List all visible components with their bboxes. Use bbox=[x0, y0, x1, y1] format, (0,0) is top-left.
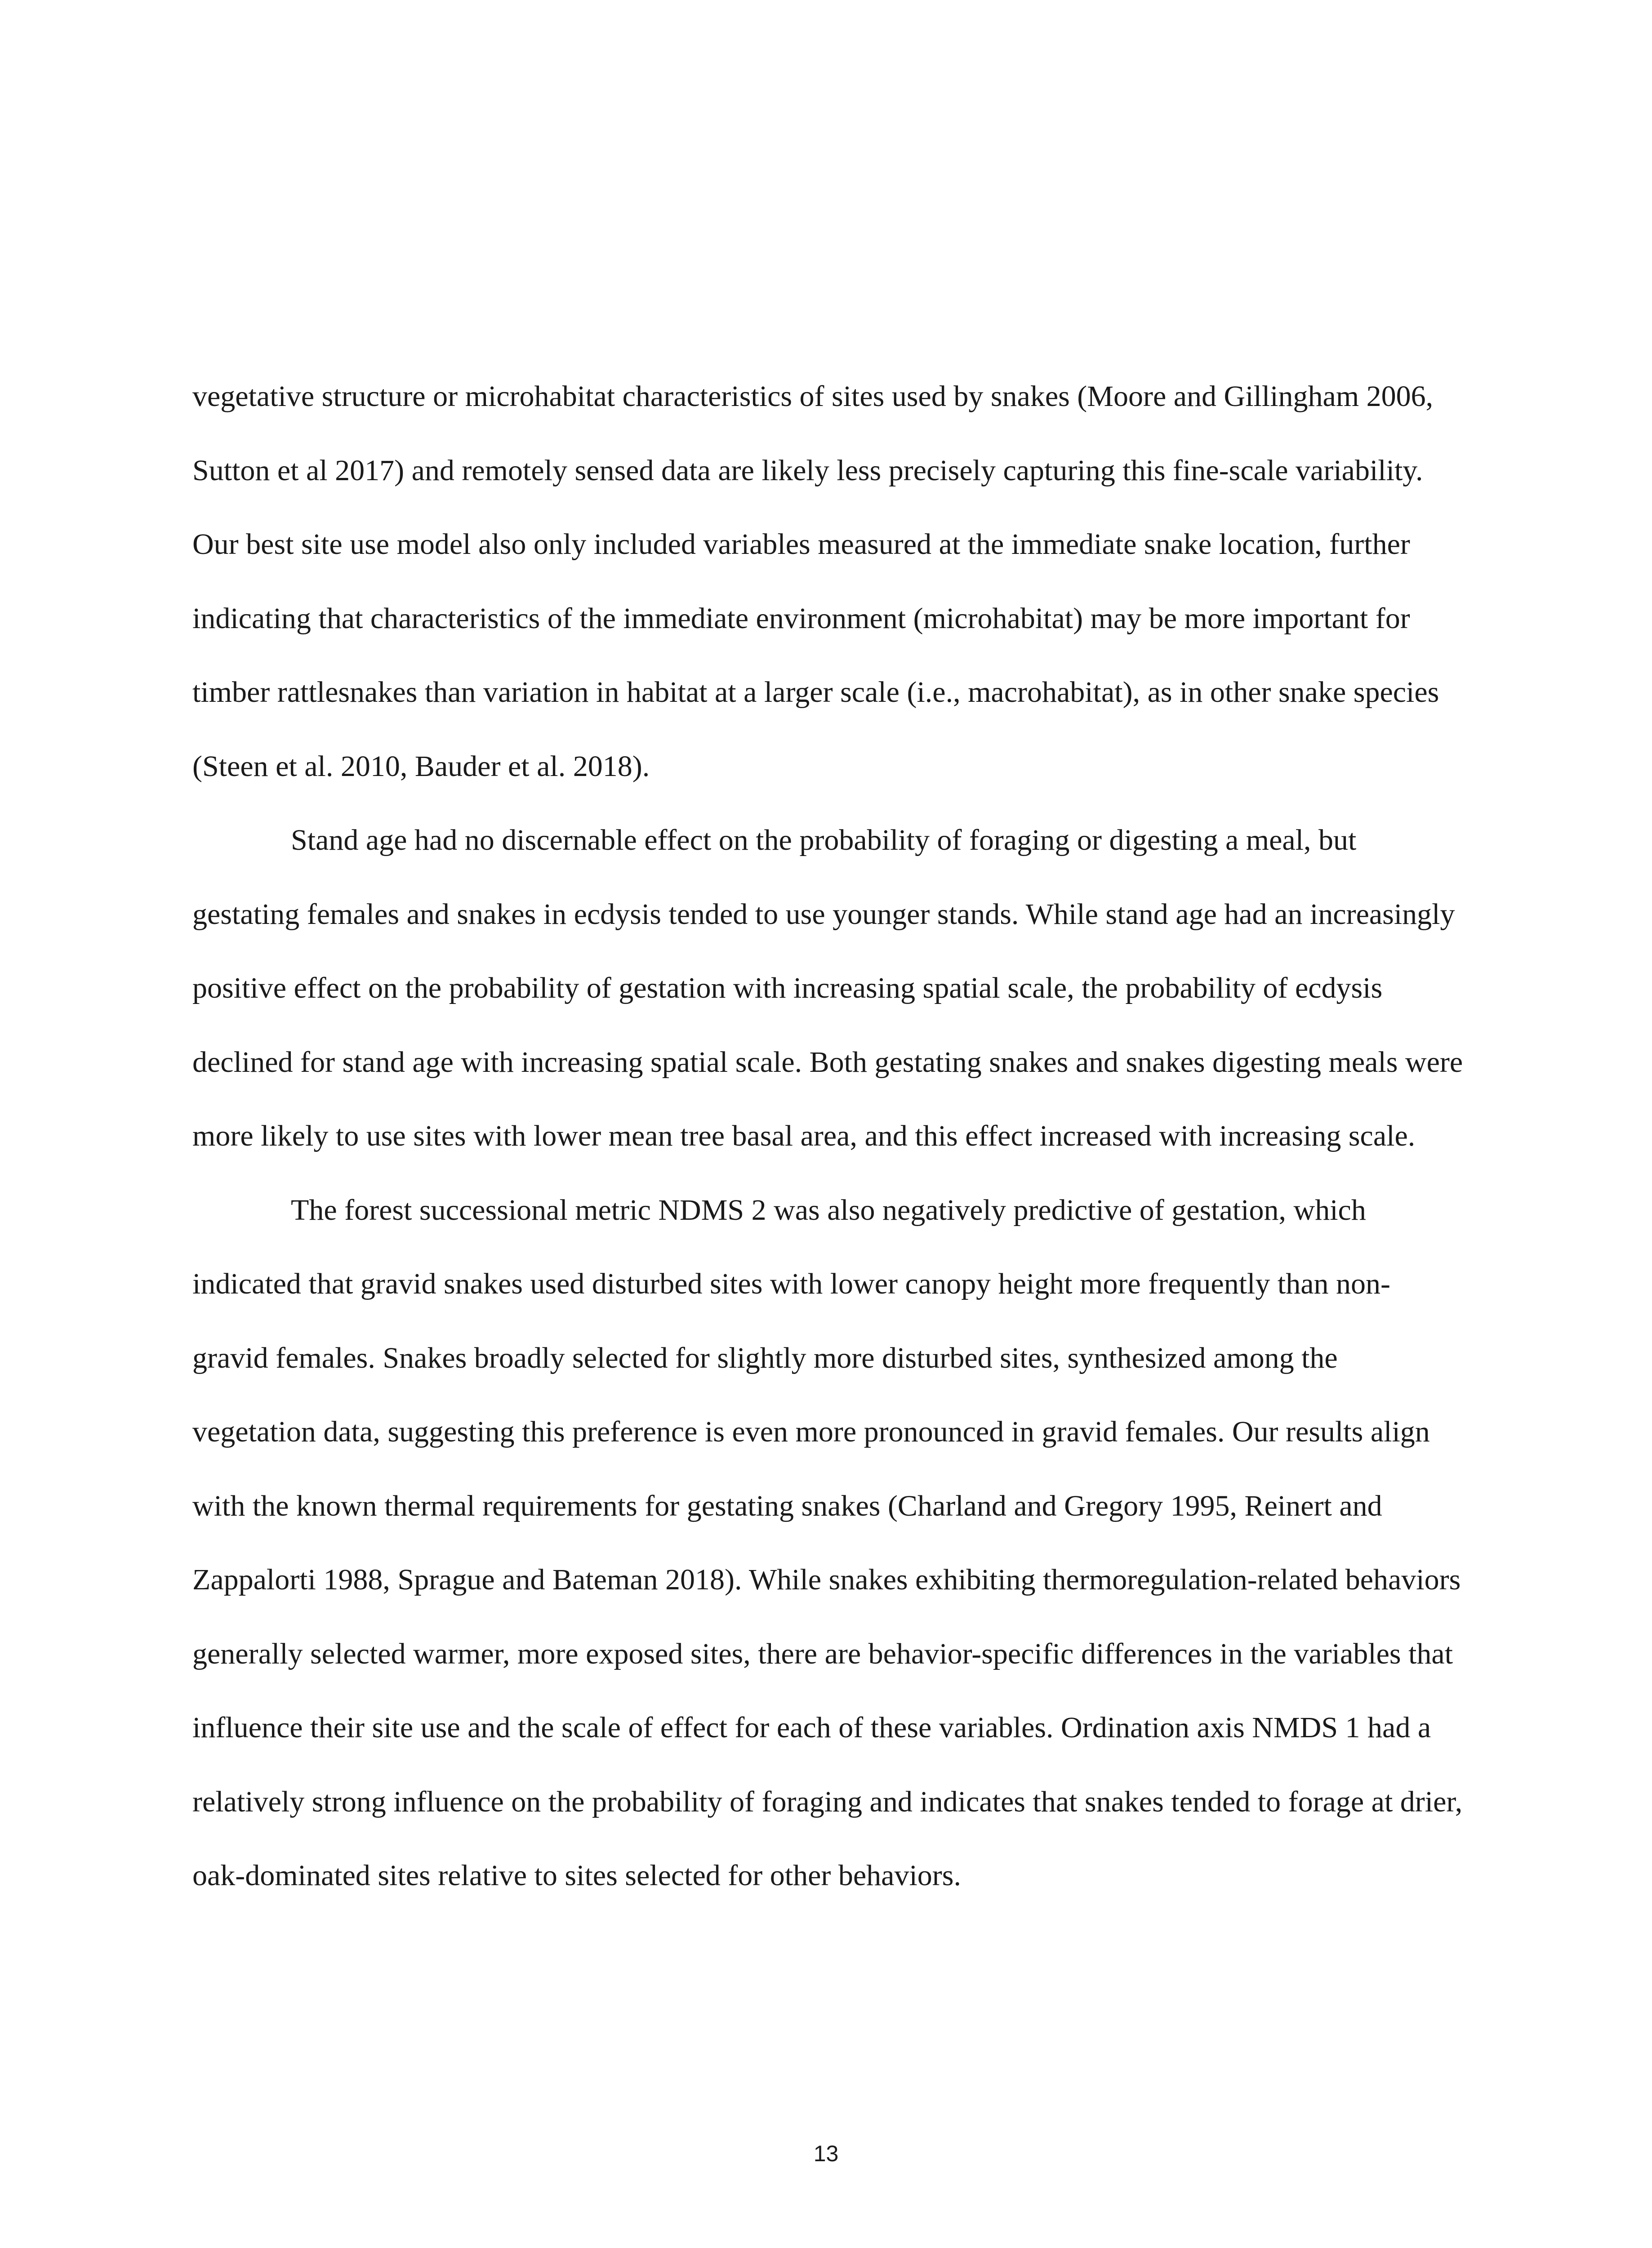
body-text bbox=[192, 360, 1465, 1913]
page-number: 13 bbox=[813, 2141, 839, 2166]
paragraph-continuation: vegetative structure or microhabitat characteristics of sites used by snakes (Moore and Gillingham 2006, Sutton et al 2017) and remotely sensed data are likely less precisely capturing this fine-scale variability. Our best site use model also only included variables measured at the immediate snake location, further indicating that characteristics of the immediate environment (microhabitat) may be more important for timber rattlesnakes than variation in habitat at a larger scale (i.e., macrohabitat), as in other snake species (Steen et al. 2010, Bauder et al. 2018). bbox=[192, 380, 1439, 783]
paragraph-stand-age: Stand age had no discernable effect on the probability of foraging or digesting a meal, but gestating females and snakes in ecdysis tended to use younger stands. While stand age had an increasingly positive effect on the probability of gestation with increasing spatial scale, the probability of ecdysis declined for stand age with increasing spatial scale. Both gestating snakes and snakes digesting meals were more likely to use sites with lower mean tree basal area, and this effect increased with increasing scale. bbox=[192, 824, 1463, 1152]
paragraph-successional-metric: The forest successional metric NDMS 2 was also negatively predictive of gestation, which indicated that gravid snakes used disturbed sites with lower canopy height more frequently than non-gravid females. Snakes broadly selected for slightly more disturbed sites, synthesized among the vegetation data, suggesting this preference is even more pronounced in gravid females. Our results align with the known thermal requirements for gestating snakes (Charland and Gregory 1995, Reinert and Zappalorti 1988, Sprague and Bateman 2018). While snakes exhibiting thermoregulation-related behaviors generally selected warmer, more exposed sites, there are behavior-specific differences in the variables that influence their site use and the scale of effect for each of these variables. Ordination axis NMDS 1 had a relatively strong influence on the probability of foraging and indicates that snakes tended to forage at drier, oak-dominated sites relative to sites selected for other behaviors. bbox=[192, 1193, 1463, 1892]
